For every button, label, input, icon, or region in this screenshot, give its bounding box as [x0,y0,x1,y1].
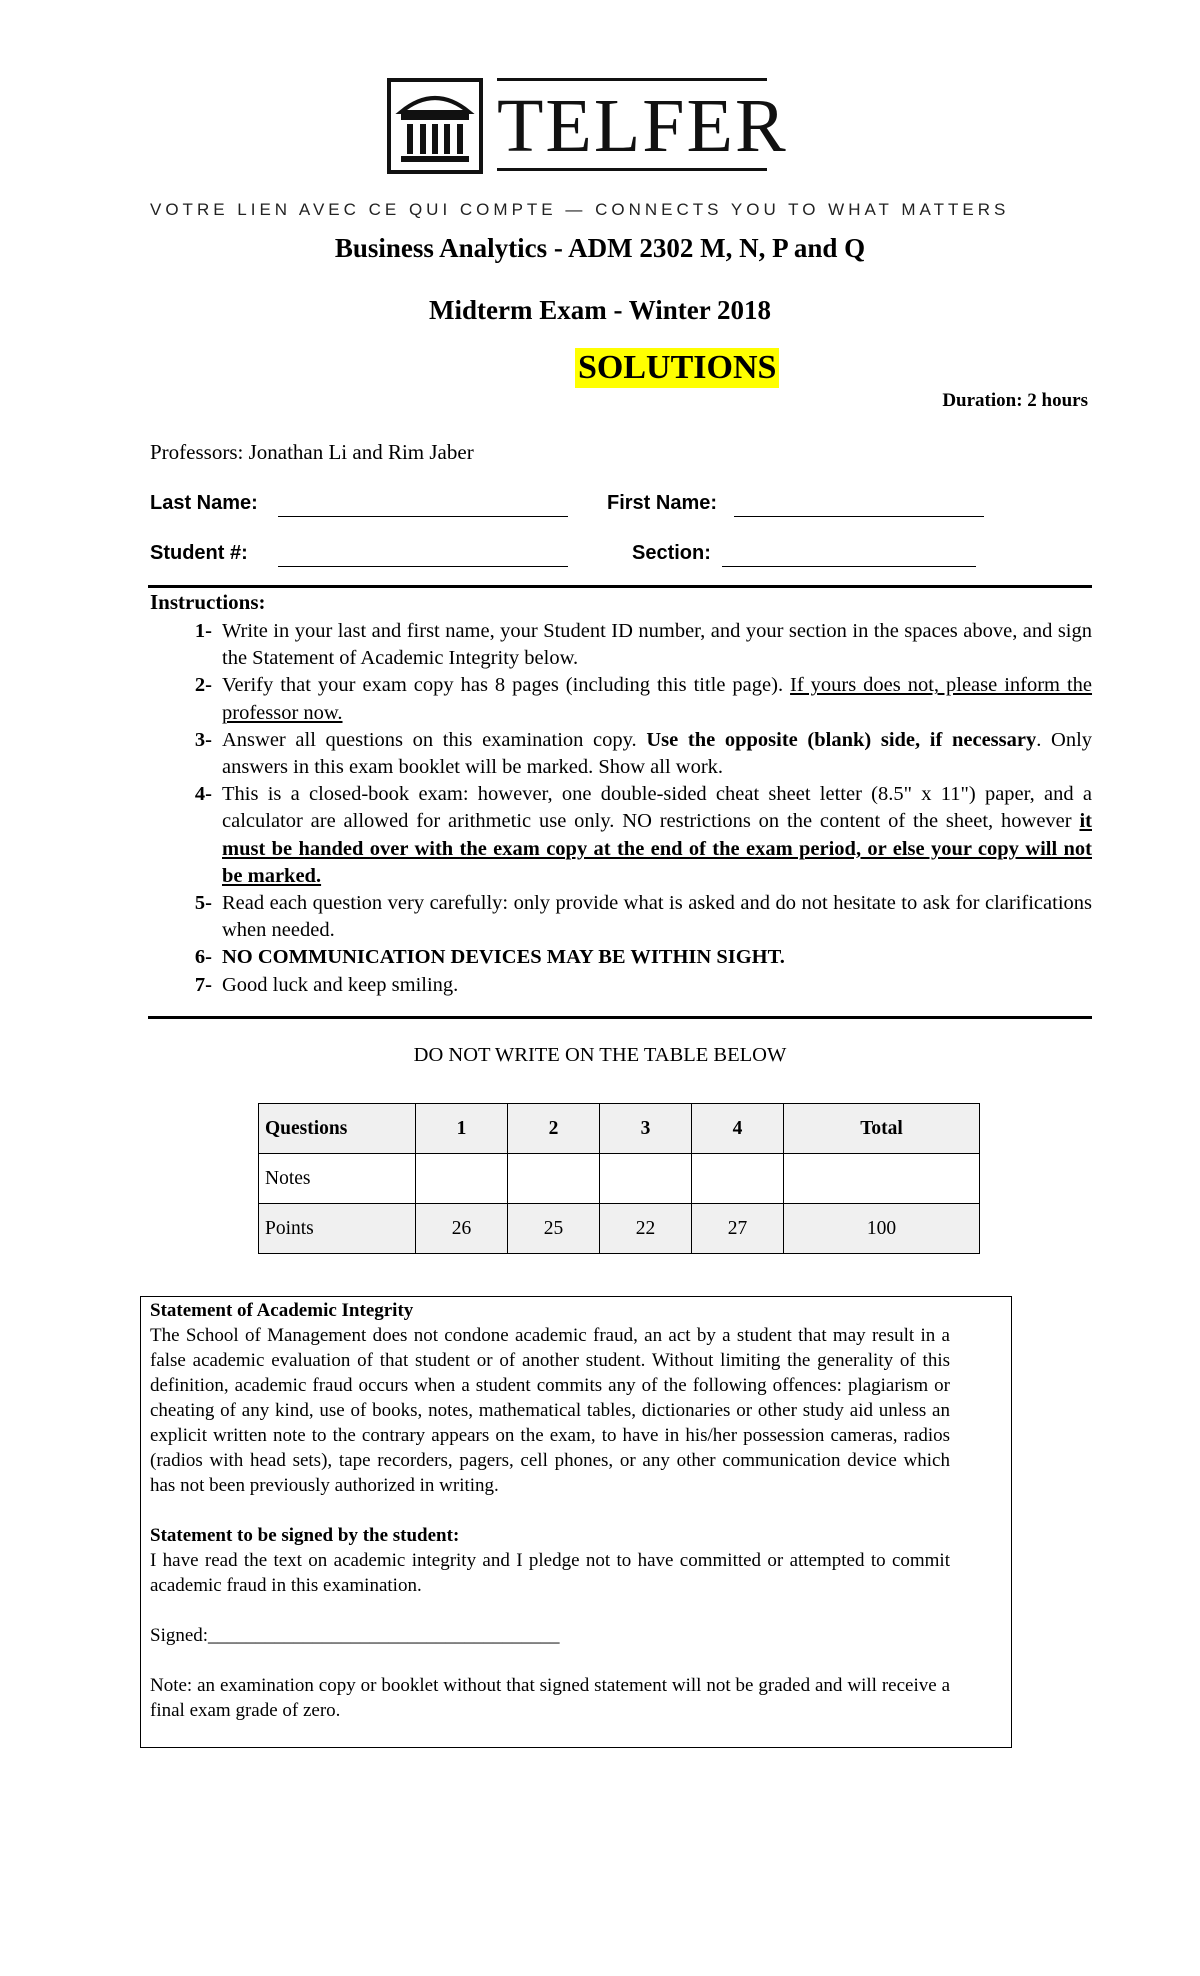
student-number-label: Student #: [150,542,248,564]
table-cell: Points [259,1204,416,1254]
integrity-heading: Statement of Academic Integrity [150,1300,414,1321]
table-cell: 25 [508,1204,600,1254]
table-caption: DO NOT WRITE ON THE TABLE BELOW [413,1044,787,1066]
table-cell [416,1154,508,1204]
table-cell: 27 [692,1204,784,1254]
instruction-item: 7- Good luck and keep smiling. [194,973,459,996]
table-cell [508,1154,600,1204]
table-cell [692,1154,784,1204]
instructions-heading: Instructions: [150,590,266,614]
divider-bottom [148,1016,1092,1019]
building-columns-icon [387,78,483,174]
instruction-item: 2- Verify that your exam copy has 8 pages (including this title page). If yours does not, please inform the professor now. [194,674,1093,724]
table-cell: 4 [692,1104,784,1154]
instructions-list [150,618,1092,999]
sign-heading: Statement to be signed by the student: [150,1525,460,1546]
table-cell: 1 [416,1104,508,1154]
telfer-logo [387,78,788,174]
table-cell [784,1154,980,1204]
table-cell: Notes [259,1154,416,1204]
table-row-points [259,1204,980,1254]
instruction-item: 3- Answer all questions on this examination copy. Use the opposite (blank) side, if necessary. Only answers in this exam booklet will be marked. Show all work. [194,728,1093,779]
table-cell: 100 [784,1204,980,1254]
first-name-label: First Name: [607,492,718,514]
integrity-note: Note: an examination copy or booklet without that signed statement will not be graded and will receive a final exam grade of zero. [150,1675,950,1721]
table-cell: 22 [600,1204,692,1254]
pledge-text: I have read the text on academic integrity and I pledge not to have committed or attempted to commit academic fraud in this examination. [150,1550,950,1596]
logo-bottom-rule [497,168,767,171]
integrity-body: The School of Management does not condone academic fraud, an act by a student that may result in a false academic evaluation of that student or of another student. Without limiting the generality of this definition, academic fraud occurs when a student commits any of the following offences: plagiarism or cheating of any kind, use of books, notes, mathematical tables, dictionaries or other study aid unless an explicit written note to the contrary appears on the exam, to have in his/her possession cameras, radios (radios with head sets), tape recorders, pagers, cell phones, or any other communication device which has not been previously authorized in writing. [150,1325,950,1496]
table-cell: Total [784,1104,980,1154]
instruction-item: 1- Write in your last and first name, your Student ID number, and your section in the spaces above, and sign the Statement of Academic Integrity below. [194,620,1092,670]
duration: Duration: 2 hours [942,390,1088,411]
table-cell [600,1154,692,1204]
section-line[interactable] [722,566,976,567]
table-cell: Questions [259,1104,416,1154]
last-name-line[interactable] [278,516,568,517]
divider-top [148,585,1092,588]
student-number-line[interactable] [278,566,568,567]
table-cell: 3 [600,1104,692,1154]
table-row-notes [259,1154,980,1204]
solutions-banner: SOLUTIONS [575,348,779,388]
logo-word: TELFER [497,84,788,168]
integrity-statement [150,1298,950,1723]
table-cell: 2 [508,1104,600,1154]
score-table [258,1103,980,1254]
tagline: VOTRE LIEN AVEC CE QUI COMPTE — CONNECTS YOU TO WHAT MATTERS [150,200,1010,219]
signature-line[interactable]: Signed:_____________________________________ [150,1625,560,1646]
last-name-label: Last Name: [150,492,258,514]
first-name-line[interactable] [734,516,984,517]
instruction-item: 4- This is a closed-book exam: however, one double-sided cheat sheet letter (8.5" x 11") paper, and a calculator are allowed for arithmetic use only. NO restrictions on the content of the sheet, however it must be handed over with the exam copy at the end of the exam period, or else your copy will not be marked. [194,783,1092,887]
instruction-item: 5- Read each question very carefully: only provide what is asked and do not hesitate to ask for clarifications when needed. [194,892,1092,942]
instruction-item: 6- NO COMMUNICATION DEVICES MAY BE WITHIN SIGHT. [194,946,785,969]
table-cell: 26 [416,1204,508,1254]
section-label: Section: [632,542,711,564]
exam-title: Midterm Exam - Winter 2018 [429,295,771,325]
course-title: Business Analytics - ADM 2302 M, N, P and Q [334,233,866,263]
professors: Professors: Jonathan Li and Rim Jaber [150,440,474,464]
table-header-row [259,1104,980,1154]
